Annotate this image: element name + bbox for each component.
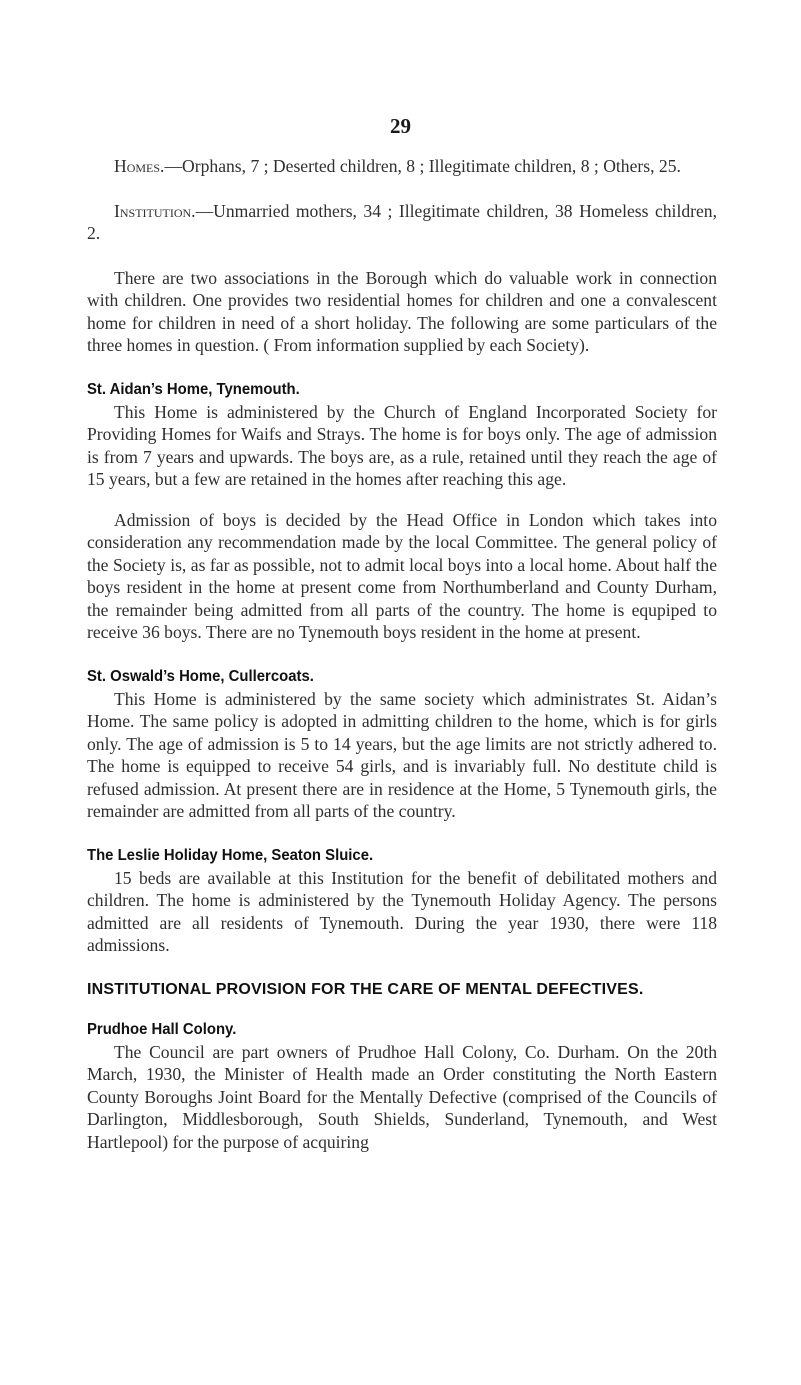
institutional-provision-heading: INSTITUTIONAL PROVISION FOR THE CARE OF MENTAL DEFECTIVES.	[87, 980, 644, 998]
institution-paragraph	[87, 200, 717, 245]
prudhoe-heading: Prudhoe Hall Colony.	[87, 1020, 237, 1038]
homes-lead: Homes.	[114, 156, 165, 176]
page-body	[87, 155, 717, 1153]
page-number: 29	[390, 114, 411, 138]
prudhoe-paragraph: The Council are part owners of Prudhoe Hall Colony, Co. Durham. On the 20th March, 1930, the Minister of Health made an Order constituting the North Eastern County Boroughs Joint Board for the Mentally Defective (comprised of the Councils of Darlington, Middlesborough, South Shields, Sunderland, Tynemouth, and West Hartlepool) for the purpose of acquiring	[87, 1041, 717, 1152]
homes-paragraph	[87, 155, 717, 178]
intro-paragraph: There are two associations in the Borough which do valuable work in connection with children. One provides two residential homes for children and one a convalescent home for children in need of a short holiday. The following are some particulars of the three homes in question. ( From information supplied by each Society).	[87, 267, 717, 355]
leslie-paragraph: 15 beds are available at this Institution for the benefit of debilitated mothers and children. The home is administered by the Tynemouth Holiday Agency. The persons admitted are all residents of Tynemouth. During the year 1930, there were 118 admissions.	[87, 867, 717, 955]
institution-text: —Unmarried mothers, 34 ; Illegitimate children, 38 Homeless children, 2.	[87, 200, 717, 243]
st-oswalds-paragraph: This Home is administered by the same society which administrates St. Aidan’s Home. The same policy is adopted in admitting children to the home, which is for girls only. The age of admission is 5 to 14 years, but the age limits are not strictly adhered to. The home is equipped to receive 54 girls, and is invariably full. No destitute child is refused admission. At present there are in residence at the Home, 5 Tynemouth girls, the remainder are admitted from all parts of the country.	[87, 688, 717, 821]
institution-lead: Institution.	[114, 200, 196, 221]
st-aidans-heading: St. Aidan’s Home, Tynemouth.	[87, 380, 300, 398]
homes-text: —Orphans, 7 ; Deserted children, 8 ; Illegitimate children, 8 ; Others, 25.	[164, 156, 681, 176]
st-oswalds-heading: St. Oswald’s Home, Cullercoats.	[87, 667, 314, 685]
st-aidans-paragraph-2: Admission of boys is decided by the Head Office in London which takes into consideration any recommendation made by the local Committee. The general policy of the Society is, as far as possible, not to admit local boys into a local home. About half the boys resident in the home at present come from Northumberland and County Durham, the remainder being admitted from all parts of the country. The home is equpiped to receive 36 boys. There are no Tynemouth boys resident in the home at present.	[87, 509, 717, 642]
leslie-heading: The Leslie Holiday Home, Seaton Sluice.	[87, 846, 374, 864]
st-aidans-paragraph-1: This Home is administered by the Church of England Incorporated Society for Providing Homes for Waifs and Strays. The home is for boys only. The age of admission is from 7 years and upwards. The boys are, as a rule, retained until they reach the age of 15 years, but a few are retained in the homes after reaching this age.	[87, 401, 717, 489]
